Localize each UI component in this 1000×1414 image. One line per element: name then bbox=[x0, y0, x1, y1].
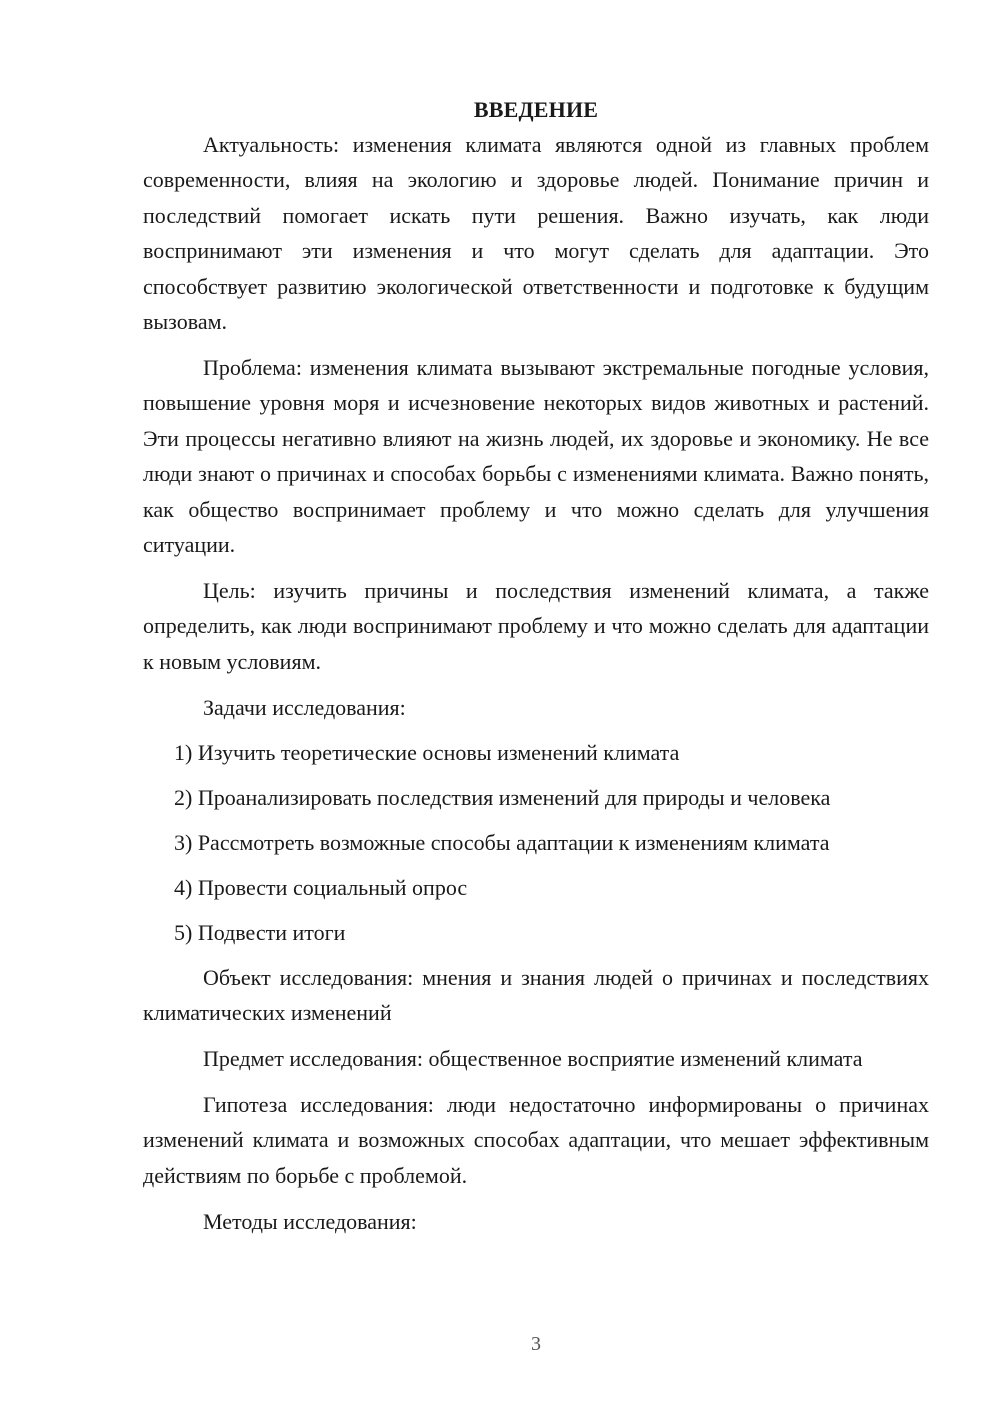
task-item: 2) Проанализировать последствия изменений для природы и человека bbox=[174, 784, 831, 810]
paragraph-subject: Предмет исследования: общественное восприятие изменений климата bbox=[203, 1045, 863, 1071]
task-item: 3) Рассмотреть возможные способы адаптации к изменениям климата bbox=[174, 829, 830, 855]
tasks-list bbox=[143, 735, 929, 950]
paragraph-object: Объект исследования: мнения и знания людей о причинах и последствиях климатических изменений bbox=[143, 964, 929, 1025]
paragraph-goal: Цель: изучить причины и последствия изменений климата, а также определить, как люди воспринимают проблему и что можно сделать для адаптации к новым условиям. bbox=[143, 577, 929, 674]
paragraph-relevance: Актуальность: изменения климата являются одной из главных проблем современности, влияя на экологию и здоровье людей. Понимание причин и последствий помогает искать пути решения. Важно изучать, как люди воспринимают эти изменения и что могут сделать для адаптации. Это способствует развитию экологической ответственности и подготовке к будущим вызовам. bbox=[143, 132, 929, 335]
task-item: 5) Подвести итоги bbox=[174, 919, 346, 945]
section-title: ВВЕДЕНИЕ bbox=[473, 97, 599, 122]
page-number: 3 bbox=[531, 1333, 541, 1355]
task-item: 1) Изучить теоретические основы изменений климата bbox=[174, 739, 680, 765]
paragraph-methods: Методы исследования: bbox=[203, 1208, 417, 1234]
task-item: 4) Провести социальный опрос bbox=[174, 874, 468, 900]
tasks-heading: Задачи исследования: bbox=[203, 694, 406, 720]
document-page bbox=[143, 92, 929, 1249]
paragraph-problem: Проблема: изменения климата вызывают экстремальные погодные условия, повышение уровня моря и исчезновение некоторых видов животных и растений. Эти процессы негативно влияют на жизнь людей, их здоровье и экономику. Не все люди знают о причинах и способах борьбы с изменениями климата. Важно понять, как общество воспринимает проблему и что можно сделать для улучшения ситуации. bbox=[143, 354, 929, 557]
paragraph-hypothesis: Гипотеза исследования: люди недостаточно информированы о причинах изменений климата и возможных способах адаптации, что мешает эффективным действиям по борьбе с проблемой. bbox=[143, 1091, 929, 1188]
